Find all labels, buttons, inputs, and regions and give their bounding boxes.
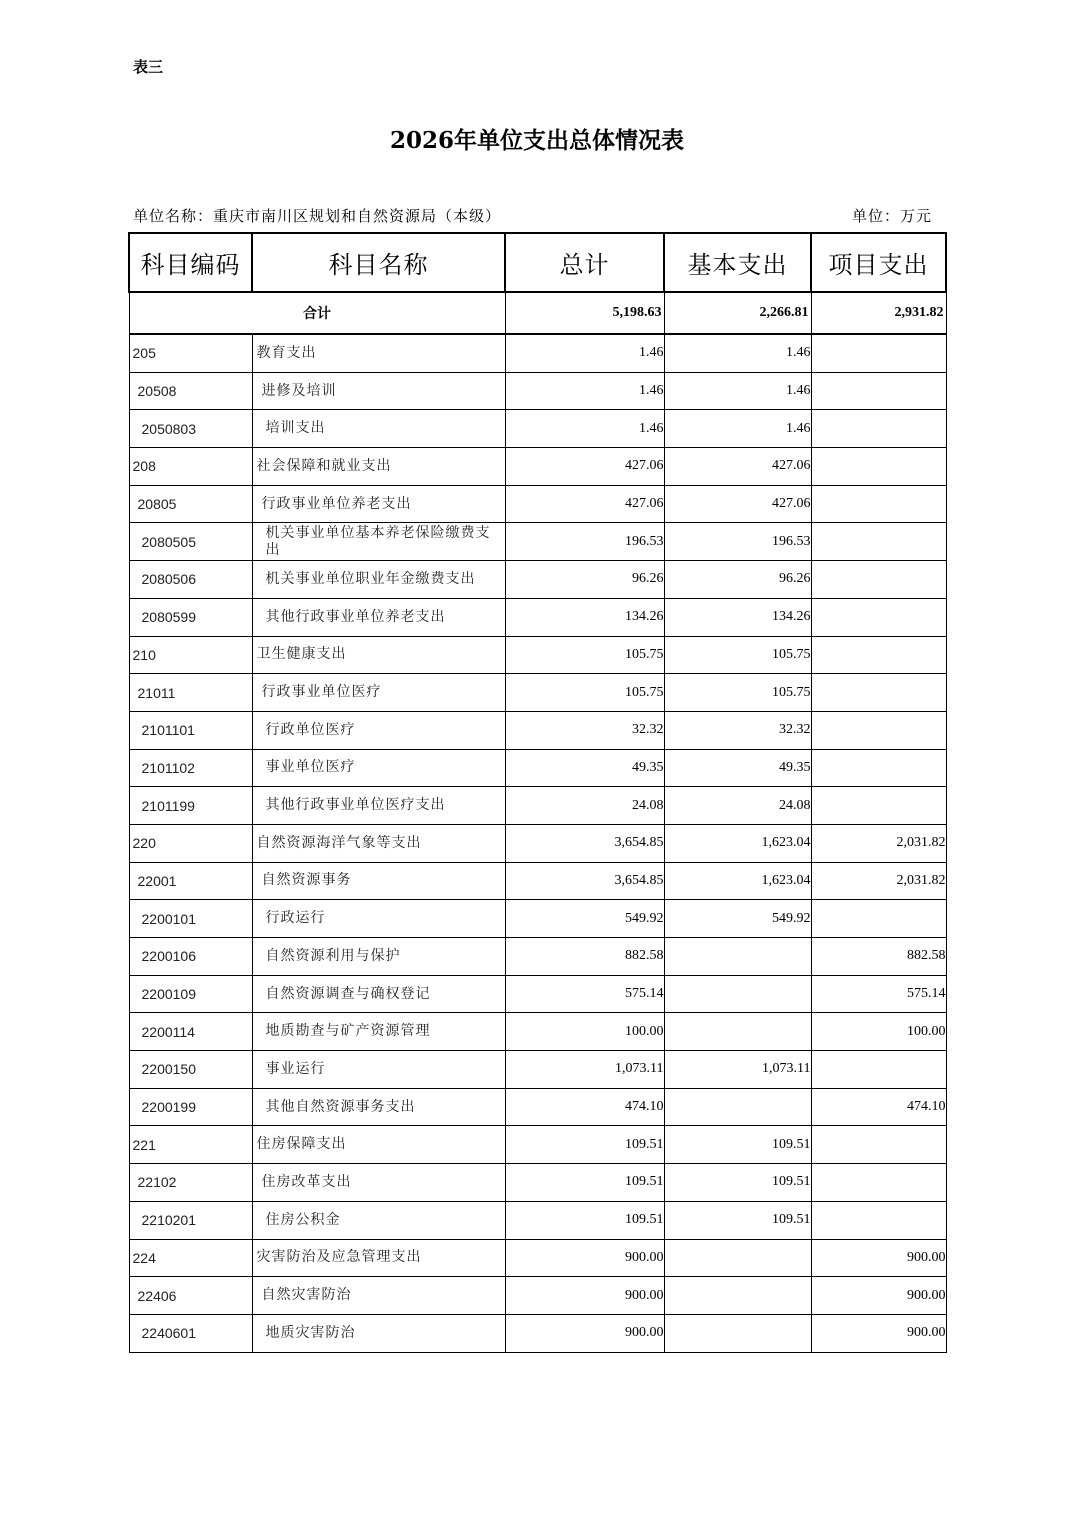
table-row [129,674,946,712]
table-row [129,711,946,749]
row-basic [664,1013,811,1051]
row-project [811,448,946,486]
table-row [129,523,946,561]
row-name: 其他行政事业单位医疗支出 [252,787,505,825]
row-name: 地质灾害防治 [252,1314,505,1352]
row-basic [664,1239,811,1277]
row-total: 109.51 [505,1126,664,1164]
row-name: 行政单位医疗 [252,711,505,749]
table-row [129,1088,946,1126]
page-title: 2026年单位支出总体情况表 [389,127,684,154]
row-code: 20805 [129,485,252,523]
row-total: 575.14 [505,975,664,1013]
row-name: 其他行政事业单位养老支出 [252,598,505,636]
table-row [129,561,946,599]
table-row [129,485,946,523]
table-row [129,1126,946,1164]
row-name: 自然灾害防治 [252,1277,505,1315]
row-basic: 134.26 [664,598,811,636]
table-row [129,1239,946,1277]
row-total: 427.06 [505,448,664,486]
row-name: 事业运行 [252,1051,505,1089]
table-row [129,975,946,1013]
row-project [811,598,946,636]
row-basic: 427.06 [664,448,811,486]
row-code: 205 [129,334,252,372]
row-name: 行政运行 [252,900,505,938]
row-name: 灾害防治及应急管理支出 [252,1239,505,1277]
row-project: 2,031.82 [811,824,946,862]
row-basic: 96.26 [664,561,811,599]
total-label: 合计 [129,292,505,334]
row-total: 3,654.85 [505,824,664,862]
row-project [811,523,946,561]
table-row [129,410,946,448]
row-project [811,1201,946,1239]
row-total: 105.75 [505,636,664,674]
table-row [129,636,946,674]
row-code: 2200150 [129,1051,252,1089]
row-code: 21011 [129,674,252,712]
row-name: 其他自然资源事务支出 [252,1088,505,1126]
unit-name: 单位名称：重庆市南川区规划和自然资源局（本级） [133,207,502,225]
row-name: 自然资源利用与保护 [252,938,505,976]
row-basic [664,1088,811,1126]
row-code: 2101101 [129,711,252,749]
row-name: 自然资源事务 [252,862,505,900]
table-row [129,334,946,372]
row-code: 208 [129,448,252,486]
table-row [129,1013,946,1051]
row-name: 机关事业单位基本养老保险缴费支出 [252,523,505,561]
row-project: 100.00 [811,1013,946,1051]
row-project [811,485,946,523]
row-name: 自然资源调查与确权登记 [252,975,505,1013]
row-basic: 1,623.04 [664,824,811,862]
total-project: 2,931.82 [811,292,946,334]
row-name: 地质勘查与矿产资源管理 [252,1013,505,1051]
row-code: 2080506 [129,561,252,599]
table-row [129,862,946,900]
row-project: 474.10 [811,1088,946,1126]
row-project: 900.00 [811,1239,946,1277]
row-total: 24.08 [505,787,664,825]
row-code: 2101199 [129,787,252,825]
row-basic: 105.75 [664,636,811,674]
row-name: 自然资源海洋气象等支出 [252,824,505,862]
row-basic: 196.53 [664,523,811,561]
row-project: 2,031.82 [811,862,946,900]
row-code: 2200114 [129,1013,252,1051]
row-project [811,1164,946,1202]
table-row [129,900,946,938]
row-project [811,749,946,787]
row-name: 社会保障和就业支出 [252,448,505,486]
row-code: 2050803 [129,410,252,448]
row-total: 1.46 [505,334,664,372]
row-project [811,674,946,712]
row-total: 49.35 [505,749,664,787]
header-code: 科目编码 [129,233,252,292]
row-basic: 1.46 [664,334,811,372]
row-total: 427.06 [505,485,664,523]
row-total: 549.92 [505,900,664,938]
row-basic [664,1277,811,1315]
table-row [129,749,946,787]
row-project [811,711,946,749]
row-name: 行政事业单位养老支出 [252,485,505,523]
row-project [811,334,946,372]
row-total: 32.32 [505,711,664,749]
row-project [811,372,946,410]
row-total: 196.53 [505,523,664,561]
row-code: 2080599 [129,598,252,636]
row-code: 2240601 [129,1314,252,1352]
row-code: 210 [129,636,252,674]
row-project [811,787,946,825]
row-basic: 549.92 [664,900,811,938]
row-code: 2210201 [129,1201,252,1239]
table-tag: 表三 [133,58,164,76]
row-code: 2200199 [129,1088,252,1126]
row-total: 900.00 [505,1239,664,1277]
row-basic [664,938,811,976]
row-code: 2101102 [129,749,252,787]
row-name: 进修及培训 [252,372,505,410]
row-code: 2200106 [129,938,252,976]
row-code: 2200109 [129,975,252,1013]
row-name: 事业单位医疗 [252,749,505,787]
row-total: 96.26 [505,561,664,599]
row-code: 2080505 [129,523,252,561]
row-basic: 427.06 [664,485,811,523]
row-total: 900.00 [505,1314,664,1352]
row-project [811,1051,946,1089]
row-project [811,900,946,938]
row-basic: 1.46 [664,410,811,448]
table-row [129,1051,946,1089]
row-total: 134.26 [505,598,664,636]
table-row [129,1277,946,1315]
row-total: 109.51 [505,1201,664,1239]
table-row [129,1201,946,1239]
row-project: 575.14 [811,975,946,1013]
table-header-row [129,233,946,292]
row-code: 220 [129,824,252,862]
total-row [129,292,946,334]
row-total: 100.00 [505,1013,664,1051]
table-row [129,1314,946,1352]
row-basic: 105.75 [664,674,811,712]
row-basic: 1,623.04 [664,862,811,900]
table-row [129,448,946,486]
table-row [129,824,946,862]
row-code: 224 [129,1239,252,1277]
table-row [129,938,946,976]
row-project [811,1126,946,1164]
row-code: 22102 [129,1164,252,1202]
row-name: 机关事业单位职业年金缴费支出 [252,561,505,599]
row-project [811,636,946,674]
row-total: 105.75 [505,674,664,712]
table-row [129,1164,946,1202]
row-name: 住房公积金 [252,1201,505,1239]
row-basic: 109.51 [664,1126,811,1164]
row-basic: 1,073.11 [664,1051,811,1089]
row-name: 住房改革支出 [252,1164,505,1202]
row-code: 20508 [129,372,252,410]
header-basic: 基本支出 [664,233,811,292]
row-project [811,561,946,599]
table-row [129,787,946,825]
table-row [129,598,946,636]
row-project: 900.00 [811,1277,946,1315]
row-total: 882.58 [505,938,664,976]
row-basic: 24.08 [664,787,811,825]
row-total: 1.46 [505,410,664,448]
row-name: 卫生健康支出 [252,636,505,674]
row-code: 22001 [129,862,252,900]
row-basic: 32.32 [664,711,811,749]
row-total: 900.00 [505,1277,664,1315]
row-total: 474.10 [505,1088,664,1126]
total-basic: 2,266.81 [664,292,811,334]
row-total: 109.51 [505,1164,664,1202]
row-name: 行政事业单位医疗 [252,674,505,712]
row-code: 22406 [129,1277,252,1315]
row-total: 1,073.11 [505,1051,664,1089]
row-total: 3,654.85 [505,862,664,900]
header-project: 项目支出 [811,233,946,292]
row-basic: 109.51 [664,1164,811,1202]
row-total: 1.46 [505,372,664,410]
row-basic [664,975,811,1013]
header-name: 科目名称 [252,233,505,292]
total-total: 5,198.63 [505,292,664,334]
row-code: 221 [129,1126,252,1164]
header-total: 总计 [505,233,664,292]
row-name: 培训支出 [252,410,505,448]
row-project [811,410,946,448]
unit-label: 单位：万元 [852,207,933,225]
row-project: 882.58 [811,938,946,976]
row-code: 2200101 [129,900,252,938]
row-basic: 109.51 [664,1201,811,1239]
row-basic: 49.35 [664,749,811,787]
row-project: 900.00 [811,1314,946,1352]
row-basic [664,1314,811,1352]
row-name: 住房保障支出 [252,1126,505,1164]
expenditure-table [128,232,947,1353]
row-name: 教育支出 [252,334,505,372]
table-row [129,372,946,410]
row-basic: 1.46 [664,372,811,410]
